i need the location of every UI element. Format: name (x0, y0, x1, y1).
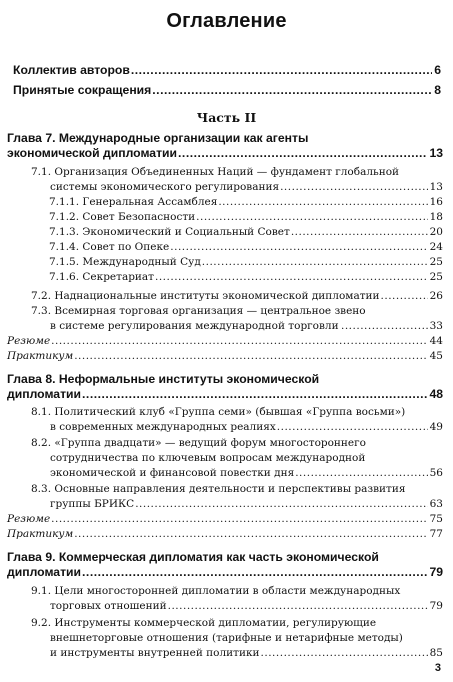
toc-entry-7-1-1[interactable] (49, 196, 443, 208)
toc-entry-7-1-2[interactable] (49, 211, 443, 223)
toc-entry-authors[interactable] (13, 63, 441, 77)
dot-leader (74, 528, 427, 540)
toc-entry-9-2[interactable] (50, 647, 443, 659)
section-8-1-line1[interactable]: 8.1. Политический клуб «Группа семи» (бывшая «Группа восьми») (31, 406, 406, 418)
toc-entry-ch7-resume[interactable] (7, 335, 443, 347)
dot-leader (202, 256, 428, 268)
entry-label: Коллектив авторов (13, 63, 130, 77)
dot-leader (135, 498, 427, 510)
entry-label: Резюме (7, 513, 51, 525)
toc-entry-chapter-8[interactable] (7, 387, 443, 401)
toc-entry-7-1-4[interactable] (49, 241, 443, 253)
entry-page: 20 (429, 226, 443, 238)
entry-label: группы БРИКС (50, 498, 135, 510)
dot-leader (295, 467, 427, 479)
entry-label: Принятые сокращения (13, 83, 152, 97)
toc-entry-ch7-practicum[interactable] (7, 350, 443, 362)
entry-page: 75 (429, 513, 443, 525)
toc-entry-9-1[interactable] (50, 600, 443, 612)
entry-page: 85 (429, 647, 443, 659)
dot-leader (291, 226, 428, 238)
dot-leader (74, 350, 427, 362)
entry-label: в современных международных реалиях (50, 421, 276, 433)
toc-entry-8-1[interactable] (50, 421, 443, 433)
dot-leader (196, 211, 427, 223)
section-9-1-line1[interactable]: 9.1. Цели многосторонней дипломатии в области международных (31, 585, 401, 597)
entry-page: 56 (429, 467, 443, 479)
dot-leader (178, 146, 427, 160)
toc-entry-8-3[interactable] (50, 498, 443, 510)
toc-entry-abbreviations[interactable] (13, 83, 441, 97)
dot-leader (82, 565, 427, 579)
toc-entry-chapter-9[interactable] (7, 565, 443, 579)
entry-page: 13 (429, 146, 443, 160)
entry-page: 44 (429, 335, 443, 347)
entry-label: и инструменты внутренней политики (50, 647, 260, 659)
entry-page: 77 (429, 528, 443, 540)
section-8-2-line2[interactable]: сотрудничества по ключевым вопросам международной (50, 452, 366, 464)
entry-page: 79 (429, 565, 443, 579)
section-8-2-line1[interactable]: 8.2. «Группа двадцати» — ведущий форум многостороннего (31, 437, 366, 449)
toc-entry-7-1-5[interactable] (49, 256, 443, 268)
dot-leader (82, 387, 427, 401)
entry-label: 7.2. Наднациональные институты экономической дипломатии (31, 290, 380, 302)
entry-label: 7.1.6. Секретариат (49, 271, 154, 283)
entry-label: экономической и финансовой повестки дня (50, 467, 295, 479)
entry-page: 24 (429, 241, 443, 253)
toc-entry-chapter-7[interactable] (7, 146, 443, 160)
part-heading: Часть II (196, 110, 257, 125)
dot-leader (218, 196, 427, 208)
section-7-3-line1[interactable]: 7.3. Всемирная торговая организация — центральное звено (31, 305, 366, 317)
dot-leader (51, 335, 427, 347)
section-7-3-line2[interactable]: в системе регулирования международной торговли (50, 320, 339, 332)
dot-leader (381, 290, 428, 302)
entry-label: системы экономического регулирования (50, 181, 280, 193)
section-8-3-line1[interactable]: 8.3. Основные направления деятельности и перспективы развития (31, 483, 406, 495)
toc-title: Оглавление (166, 10, 287, 32)
section-9-2-line2[interactable]: внешнеторговые отношения (тарифные и нетарифные методы) (50, 632, 403, 644)
entry-page: 48 (429, 387, 443, 401)
toc-entry-ch8-practicum[interactable] (7, 528, 443, 540)
entry-page: 18 (429, 211, 443, 223)
entry-label: 7.1.5. Международный Суд (49, 256, 201, 268)
entry-page: 16 (429, 196, 443, 208)
entry-page: 26 (429, 290, 443, 302)
entry-page: 49 (429, 421, 443, 433)
section-9-2-line1[interactable]: 9.2. Инструменты коммерческой дипломатии, регулирующие (31, 617, 377, 629)
entry-page: 79 (429, 600, 443, 612)
entry-page: 63 (429, 498, 443, 510)
entry-label: 7.1.4. Совет по Опеке (49, 241, 170, 253)
chapter-9-heading-line1[interactable]: Глава 9. Коммерческая дипломатия как часть экономической (7, 550, 379, 564)
entry-label: дипломатии (7, 387, 82, 401)
entry-page: 33 (429, 320, 443, 332)
entry-page: 25 (429, 271, 443, 283)
dot-leader (152, 83, 432, 97)
entry-page: 13 (429, 181, 443, 193)
dot-leader (131, 63, 432, 77)
entry-label: дипломатии (7, 565, 82, 579)
dot-leader (277, 421, 428, 433)
toc-entry-8-2[interactable] (50, 467, 443, 479)
entry-label: Практикум (7, 350, 74, 362)
page-number: 3 (434, 662, 441, 674)
dot-leader (341, 320, 428, 332)
dot-leader (155, 271, 428, 283)
dot-leader (280, 181, 428, 193)
dot-leader (170, 241, 427, 253)
dot-leader (168, 600, 428, 612)
entry-label: 7.1.2. Совет Безопасности (49, 211, 196, 223)
toc-entry-7-1[interactable] (50, 181, 443, 193)
entry-page: 8 (434, 83, 441, 97)
entry-label: экономической дипломатии (7, 146, 178, 160)
entry-page: 45 (429, 350, 443, 362)
entry-label: Практикум (7, 528, 74, 540)
section-7-1-line1[interactable]: 7.1. Организация Объединенных Наций — фундамент глобальной (31, 166, 400, 178)
toc-entry-ch8-resume[interactable] (7, 513, 443, 525)
toc-entry-7-1-6[interactable] (49, 271, 443, 283)
dot-leader (51, 513, 427, 525)
entry-page: 25 (429, 256, 443, 268)
chapter-8-heading-line1[interactable]: Глава 8. Неформальные институты экономической (7, 372, 320, 386)
entry-page: 6 (434, 63, 441, 77)
entry-label: 7.1.3. Экономический и Социальный Совет (49, 226, 290, 238)
dot-leader (261, 647, 428, 659)
toc-entry-7-2[interactable] (31, 290, 443, 302)
toc-entry-7-3-page[interactable] (340, 320, 443, 332)
entry-label: Резюме (7, 335, 51, 347)
entry-label: торговых отношений (50, 600, 167, 612)
toc-entry-7-1-3[interactable] (49, 226, 443, 238)
entry-label: 7.1.1. Генеральная Ассамблея (49, 196, 218, 208)
chapter-7-heading-line1[interactable]: Глава 7. Международные организации как агенты (7, 131, 309, 145)
